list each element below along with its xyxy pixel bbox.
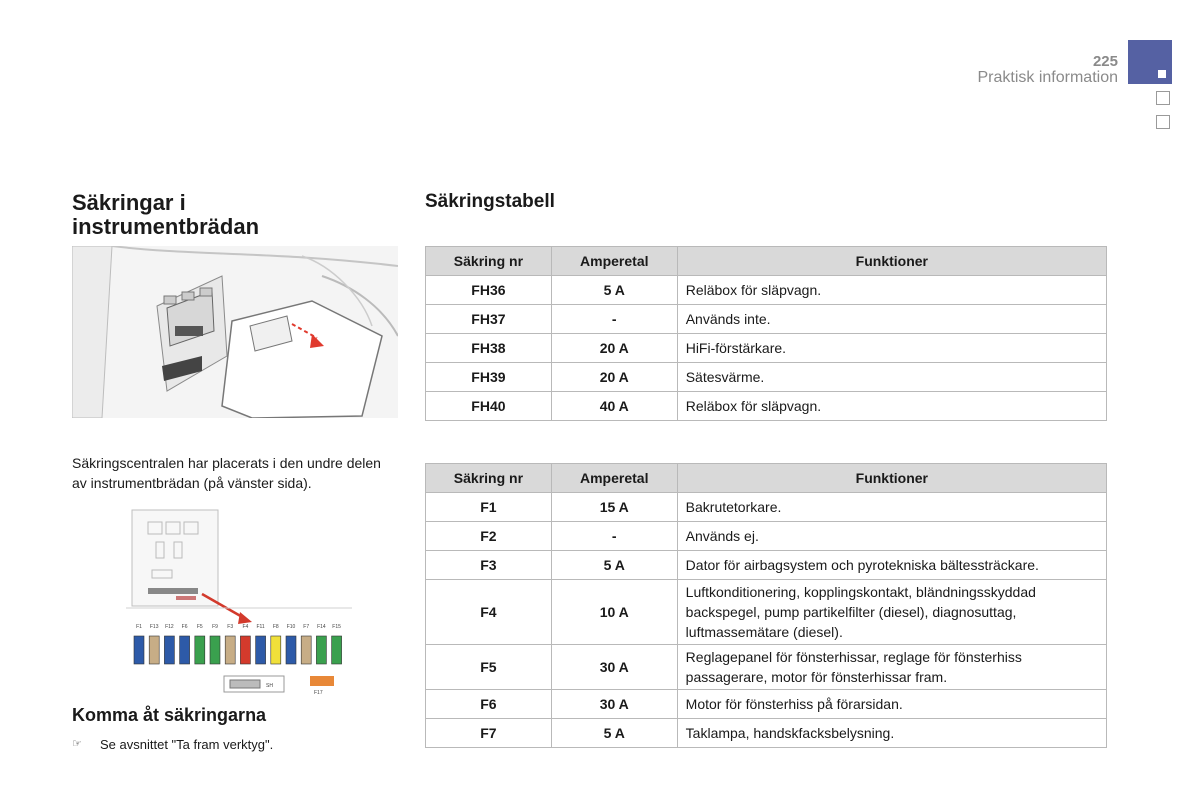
fuse-label: F1 <box>136 624 142 630</box>
table-row <box>426 690 1107 719</box>
fuse-f4 <box>240 636 250 664</box>
table-row <box>426 719 1107 748</box>
fuse-f13 <box>149 636 159 664</box>
table-row <box>426 305 1107 334</box>
fuse-label: F11 <box>256 624 265 630</box>
fuse-f7 <box>301 636 311 664</box>
amperage-cell: 10 A <box>551 580 677 645</box>
function-cell: Dator för airbagsystem och pyrotekniska bältessträckare. <box>677 551 1106 580</box>
function-cell: Reglagepanel för fönsterhissar, reglage för fönsterhiss passagerare, motor för fönsterhissar fram. <box>677 645 1106 690</box>
fuse-number-cell: F4 <box>426 580 552 645</box>
fuse-label: F8 <box>272 624 279 630</box>
sh-label: SH <box>266 683 273 689</box>
fuse-number-cell: FH36 <box>426 276 552 305</box>
table-row <box>426 522 1107 551</box>
fuse-label: F12 <box>165 624 174 630</box>
fuse-number-cell: FH40 <box>426 392 552 421</box>
header-fuse: Säkring nr <box>426 247 552 276</box>
header-functions: Funktioner <box>677 247 1106 276</box>
amperage-cell: 15 A <box>551 493 677 522</box>
chapter-tab-active <box>1128 40 1172 84</box>
fuse-number-cell: FH38 <box>426 334 552 363</box>
fuse-number-cell: F2 <box>426 522 552 551</box>
fuse-label: F10 <box>286 624 296 630</box>
fuse-number-cell: FH37 <box>426 305 552 334</box>
function-cell: Reläbox för släpvagn. <box>677 276 1106 305</box>
fuse-label: F5 <box>196 624 203 630</box>
function-cell: Luftkonditionering, kopplingskontakt, bländningsskyddad backspegel, pump partikelfilter (diesel), diagnosuttag, luftmassemätare (diesel). <box>677 580 1106 645</box>
table-header-row <box>426 464 1107 493</box>
illustration-caption: Säkringscentralen har placerats i den undre delen av instrumentbrädan (på vänster sida). <box>72 455 381 491</box>
section-title: Säkringar i instrumentbrädan <box>72 190 260 239</box>
table-header-row <box>426 247 1107 276</box>
table-row <box>426 580 1107 645</box>
table-row <box>426 493 1107 522</box>
table-row <box>426 334 1107 363</box>
chapter-title: Praktisk information <box>977 69 1118 86</box>
tab-marker-icon <box>1158 70 1166 78</box>
fuse-f11 <box>256 636 266 664</box>
amperage-cell: - <box>551 522 677 551</box>
fuse-table-2 <box>425 463 1107 748</box>
table-row <box>426 551 1107 580</box>
function-cell: Motor för fönsterhiss på förarsidan. <box>677 690 1106 719</box>
amperage-cell: 30 A <box>551 645 677 690</box>
fuse-label: F4 <box>242 624 249 630</box>
amperage-cell: 20 A <box>551 334 677 363</box>
fuse-label: F9 <box>212 624 218 630</box>
table-row <box>426 276 1107 305</box>
table-row <box>426 392 1107 421</box>
table-title: Säkringstabell <box>425 191 555 212</box>
fuse-number-cell: F1 <box>426 493 552 522</box>
function-cell: Sätesvärme. <box>677 363 1106 392</box>
fuse-number-cell: FH39 <box>426 363 552 392</box>
fuse-f15 <box>332 636 342 664</box>
chapter-tab-box <box>1156 91 1170 105</box>
access-subtitle: Komma åt säkringarna <box>72 705 267 725</box>
header-amp: Amperetal <box>551 464 677 493</box>
fuse-f12 <box>164 636 174 664</box>
fuse-label: F13 <box>149 624 159 630</box>
fuse-f14 <box>316 636 326 664</box>
amperage-cell: 5 A <box>551 551 677 580</box>
function-cell: Taklampa, handskfacksbelysning. <box>677 719 1106 748</box>
fuse-f5 <box>195 636 205 664</box>
chapter-tab-box <box>1156 115 1170 129</box>
fuse-number-cell: F7 <box>426 719 552 748</box>
amperage-cell: 30 A <box>551 690 677 719</box>
fuse-number-cell: F6 <box>426 690 552 719</box>
fuse-label: F6 <box>181 624 188 630</box>
amperage-cell: 5 A <box>551 719 677 748</box>
function-cell: HiFi-förstärkare. <box>677 334 1106 363</box>
bullet-item <box>72 737 273 752</box>
table-row <box>426 645 1107 690</box>
fuse-label: F7 <box>303 624 310 630</box>
fuse-number-cell: F5 <box>426 645 552 690</box>
function-cell: Används ej. <box>677 522 1106 551</box>
fuse-label: F15 <box>332 624 341 630</box>
header-fuse: Säkring nr <box>426 464 552 493</box>
header-functions: Funktioner <box>677 464 1106 493</box>
amperage-cell: 20 A <box>551 363 677 392</box>
f17-label: F17 <box>314 690 323 696</box>
fuse-number-cell: F3 <box>426 551 552 580</box>
function-cell: Bakrutetorkare. <box>677 493 1106 522</box>
fuse-f6 <box>180 636 190 664</box>
amperage-cell: - <box>551 305 677 334</box>
function-cell: Används inte. <box>677 305 1106 334</box>
amperage-cell: 5 A <box>551 276 677 305</box>
dashboard-illustration <box>72 246 398 418</box>
fuse-f1 <box>134 636 144 664</box>
fusebox-diagram <box>126 508 352 698</box>
amperage-cell: 40 A <box>551 392 677 421</box>
fuse-f10 <box>286 636 296 664</box>
fuse-f8 <box>271 636 281 664</box>
function-cell: Reläbox för släpvagn. <box>677 392 1106 421</box>
fuse-label: F14 <box>317 624 326 630</box>
page-number: 225 <box>1092 53 1118 70</box>
fuse-label: F3 <box>227 624 234 630</box>
pointing-hand-icon: ☞ <box>72 738 82 750</box>
header-amp: Amperetal <box>551 247 677 276</box>
fuse-table-1 <box>425 246 1107 421</box>
fuse-f3 <box>225 636 235 664</box>
bullet-text: Se avsnittet "Ta fram verktyg". <box>100 737 274 752</box>
fuse-f9 <box>210 636 220 664</box>
table-row <box>426 363 1107 392</box>
